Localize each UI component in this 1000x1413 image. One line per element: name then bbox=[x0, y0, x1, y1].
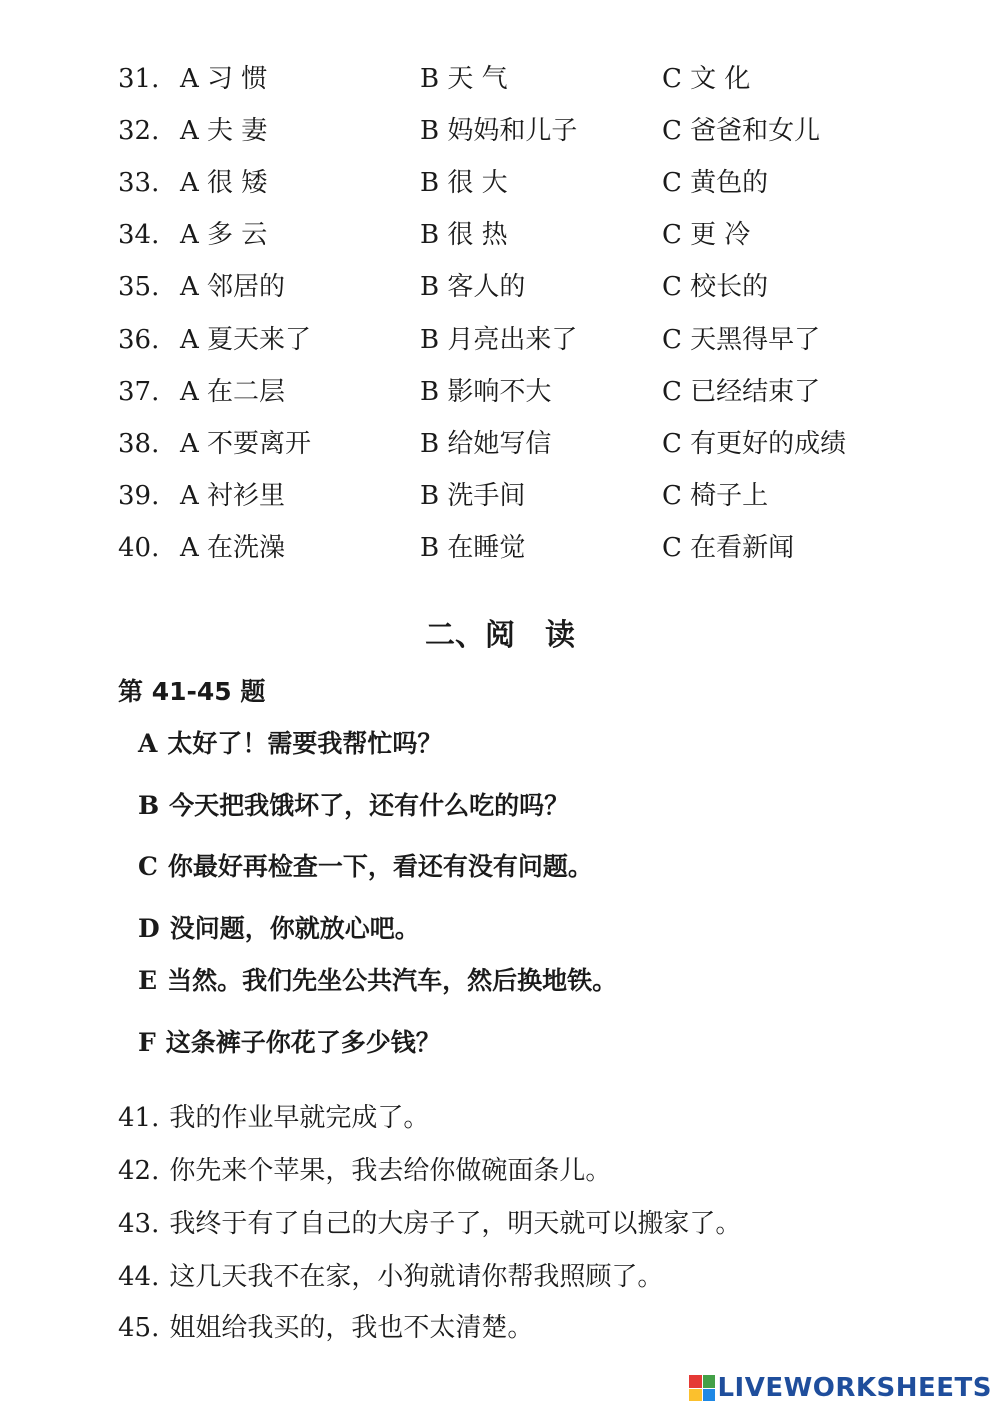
option-a: A 衬衫里 bbox=[180, 481, 286, 511]
question-row-37 bbox=[0, 377, 1000, 429]
statement-text: 这几天我不在家，小狗就请你帮我照顾了。 bbox=[169, 1262, 664, 1292]
liveworksheets-logo-icon bbox=[689, 1375, 715, 1401]
option-b: B 很 热 bbox=[420, 220, 508, 250]
statement-41 bbox=[118, 1097, 429, 1134]
statement-number: 44. bbox=[118, 1262, 160, 1292]
question-row-40 bbox=[0, 533, 1000, 585]
option-c: C 校长的 bbox=[662, 272, 769, 302]
question-row-32 bbox=[0, 116, 1000, 168]
statement-number: 45. bbox=[118, 1313, 160, 1343]
question-number: 36. bbox=[118, 325, 160, 355]
option-a: A 不要离开 bbox=[180, 429, 312, 459]
question-number: 40. bbox=[118, 533, 160, 563]
option-b: B 很 大 bbox=[420, 168, 508, 198]
option-text: 当然。我们先坐公共汽车，然后换地铁。 bbox=[167, 966, 618, 995]
question-group-label: 第 41-45 题 bbox=[118, 677, 266, 706]
statement-text: 我终于有了自己的大房子了，明天就可以搬家了。 bbox=[169, 1209, 742, 1239]
option-text: 这条裤子你花了多少钱？ bbox=[165, 1028, 441, 1057]
option-letter: F bbox=[138, 1028, 156, 1057]
option-c: C 椅子上 bbox=[662, 481, 769, 511]
option-letter: A bbox=[138, 729, 158, 758]
question-row-34 bbox=[0, 220, 1000, 272]
option-c: C 更 冷 bbox=[662, 220, 751, 250]
statement-43 bbox=[118, 1203, 741, 1240]
option-a: A 习 惯 bbox=[180, 64, 268, 94]
option-letter: C bbox=[138, 852, 158, 881]
match-option-f bbox=[138, 1023, 441, 1059]
statement-42 bbox=[118, 1150, 611, 1187]
option-a: A 多 云 bbox=[180, 220, 268, 250]
question-row-38 bbox=[0, 429, 1000, 481]
question-row-35 bbox=[0, 272, 1000, 324]
statement-number: 42. bbox=[118, 1156, 160, 1186]
option-c: C 有更好的成绩 bbox=[662, 429, 847, 459]
question-row-36 bbox=[0, 325, 1000, 377]
question-number: 39. bbox=[118, 481, 160, 511]
question-number: 38. bbox=[118, 429, 160, 459]
option-c: C 天黑得早了 bbox=[662, 325, 821, 355]
option-a: A 在洗澡 bbox=[180, 533, 286, 563]
match-option-d bbox=[138, 909, 420, 945]
option-a: A 夫 妻 bbox=[180, 116, 268, 146]
option-a: A 邻居的 bbox=[180, 272, 286, 302]
option-letter: E bbox=[138, 966, 158, 995]
match-option-c bbox=[138, 847, 593, 883]
statement-44 bbox=[118, 1256, 663, 1293]
option-text: 今天把我饿坏了，还有什么吃的吗？ bbox=[169, 791, 570, 820]
match-option-a bbox=[138, 724, 442, 760]
option-b: B 月亮出来了 bbox=[420, 325, 578, 355]
liveworksheets-watermark[interactable] bbox=[689, 1373, 992, 1403]
option-b: B 在睡觉 bbox=[420, 533, 526, 563]
statement-number: 41. bbox=[118, 1103, 160, 1133]
option-c: C 黄色的 bbox=[662, 168, 769, 198]
watermark-text: LIVEWORKSHEETS bbox=[717, 1373, 992, 1403]
option-b: B 给她写信 bbox=[420, 429, 552, 459]
option-letter: B bbox=[138, 791, 160, 820]
option-a: A 在二层 bbox=[180, 377, 286, 407]
question-row-33 bbox=[0, 168, 1000, 220]
option-b: B 客人的 bbox=[420, 272, 526, 302]
question-row-39 bbox=[0, 481, 1000, 533]
question-number: 37. bbox=[118, 377, 160, 407]
option-c: C 已经结束了 bbox=[662, 377, 821, 407]
question-number: 33. bbox=[118, 168, 160, 198]
option-c: C 在看新闻 bbox=[662, 533, 795, 563]
option-a: A 夏天来了 bbox=[180, 325, 312, 355]
option-b: B 天 气 bbox=[420, 64, 508, 94]
statement-number: 43. bbox=[118, 1209, 160, 1239]
section-title: 二、阅 读 bbox=[425, 618, 575, 653]
option-b: B 洗手间 bbox=[420, 481, 526, 511]
statement-text: 你先来个苹果，我去给你做碗面条儿。 bbox=[169, 1156, 612, 1186]
option-text: 太好了！需要我帮忙吗？ bbox=[167, 729, 443, 758]
option-c: C 爸爸和女儿 bbox=[662, 116, 821, 146]
option-text: 没问题，你就放心吧。 bbox=[169, 914, 420, 943]
statement-text: 姐姐给我买的，我也不太清楚。 bbox=[169, 1313, 534, 1343]
match-option-b bbox=[138, 786, 569, 822]
statement-45 bbox=[118, 1307, 533, 1344]
question-number: 31. bbox=[118, 64, 160, 94]
option-a: A 很 矮 bbox=[180, 168, 268, 198]
match-option-e bbox=[138, 961, 617, 997]
option-b: B 影响不大 bbox=[420, 377, 552, 407]
option-b: B 妈妈和儿子 bbox=[420, 116, 578, 146]
question-number: 34. bbox=[118, 220, 160, 250]
option-text: 你最好再检查一下，看还有没有问题。 bbox=[167, 852, 593, 881]
question-number: 32. bbox=[118, 116, 160, 146]
option-letter: D bbox=[138, 914, 160, 943]
question-row-31 bbox=[0, 64, 1000, 116]
statement-text: 我的作业早就完成了。 bbox=[169, 1103, 430, 1133]
option-c: C 文 化 bbox=[662, 64, 751, 94]
question-number: 35. bbox=[118, 272, 160, 302]
